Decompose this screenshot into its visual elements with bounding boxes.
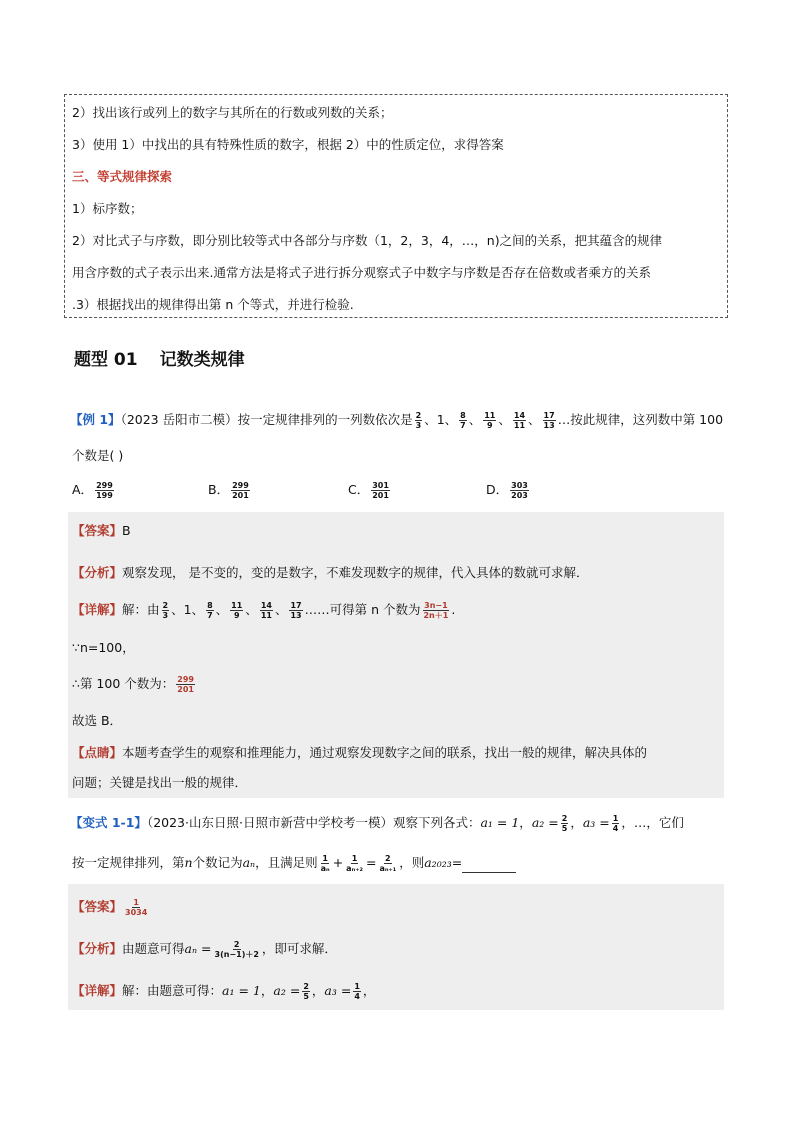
summary-line: 2）对比式子与序数，即分别比较等式中各部分与序数（1，2，3，4，…，n)之间的关系，把其蕴含的规律 [72,233,663,248]
section-number: 题型 01 [74,350,138,370]
variant-analysis-line: 【分析】由题意可得aₙ = $\frac{2}{3(n-1)+2}$ ，即可求解． [72,940,337,959]
fraction: $\frac{2}{3}$ [415,411,422,430]
analysis-line: 【分析】观察发现， 是不变的，变的是数字，不难发现数字的规律，代入具体的数就可求解． [72,565,589,580]
fraction: $\frac{14}{11}$ [513,411,526,430]
summary-line: 用含序数的式子表示出来.通常方法是将式子进行拆分观察式子中数字与序数是否存在倍数或者乘方的关系 [72,265,651,280]
section-title [74,345,245,370]
summary-box [64,94,728,318]
variant-answer-line: 【答案】 $\frac{1}{3034}$ [72,898,148,917]
answer-line: 【答案】B [72,523,131,538]
summary-heading: 三、等式规律探索 [72,169,173,184]
detail-line: 【详解】解：由 $\frac{2}{3}$ 、1、 $\frac{8}{7}$ 、 $\frac{11}{9}$ 、 $\frac{14}{11}$ 、 $\frac{17}{13}$ ……可得第 n 个数为 $\frac{3n-1}{2n+1}$ . [72,601,456,620]
variant-question-line: 按一定规律排列，第n个数记为aₙ，且满足则 $\frac{1}{\text{aₙ}}$ + $\frac{1}{\text{aₙ₊₂}}$ = $\frac{2}{\text{aₙ₊₁}}$ ，则a₂₀₂₃= [72,853,516,873]
summary-line: 3）使用 1）中找出的具有特殊性质的数字，根据 2）中的性质定位，求得答案 [72,137,504,152]
summary-line: 1）标序数； [72,201,143,216]
summary-line: .3）根据找出的规律得出第 n 个等式，并进行检验. [72,297,354,312]
therefore-line: ∴第 100 个数为： $\frac{299}{201}$ [72,675,194,694]
variant-detail-line: 【详解】解：由题意可得：a₁ = 1，a₂ = $\frac{2}{5}$ ，a₃ = $\frac{1}{4}$ ， [72,982,376,1001]
option-c[interactable]: C． $\frac{301}{201}$ [348,481,389,500]
option-b[interactable]: B． $\frac{299}{201}$ [208,481,249,500]
choose-line: 故选 B． [72,713,123,728]
comment-line: 问题；关键是找出一般的规律． [72,775,248,790]
option-d[interactable]: D． $\frac{303}{203}$ [486,481,528,500]
example-question-line: 【例 1】（2023 岳阳市二模）按一定规律排列的一列数依次是 $\frac{2}{3}$ 、1、 $\frac{8}{7}$ 、 $\frac{11}{9}$ 、 $\frac{14}{11}$ 、 $\frac{17}{13}$ …按此规律，这列数中第 100 [70,411,724,430]
fraction: $\frac{17}{13}$ [543,411,555,430]
fraction: $\frac{8}{7}$ [460,411,466,430]
section-heading: 记数类规律 [159,350,245,370]
option-a[interactable]: A． $\frac{299}{199}$ [72,481,113,500]
variant-question-line: 【变式 1-1】（2023·山东日照·日照市新营中学校考一模）观察下列各式：a₁ = 1，a₂ = $\frac{2}{5}$ ，a₃ = $\frac{1}{4}$ ，…，它们 [70,814,684,833]
example-tag: 【例 1】 [70,412,121,427]
comment-line: 【点睛】本题考查学生的观察和推理能力，通过观察发现数字之间的联系，找出一般的规律，解决具体的 [72,745,648,760]
example-question-line: 个数是( ) [72,448,124,463]
since-line: ∵n=100， [72,640,135,655]
answer-blank[interactable] [462,860,516,873]
fraction: $\frac{11}{9}$ [484,411,496,430]
summary-line: 2）找出该行或列上的数字与其所在的行数或列数的关系； [72,105,393,120]
